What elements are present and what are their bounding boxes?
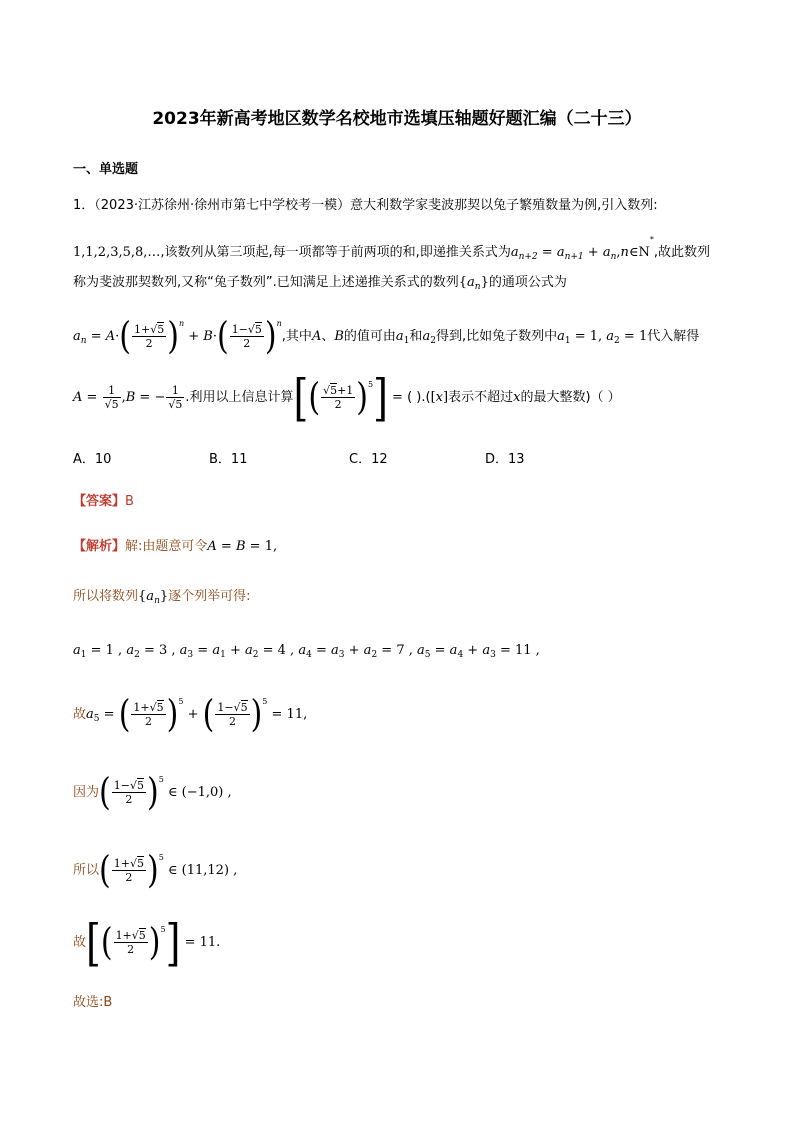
recurrence-text: ,该数列从第三项起,每一项都等于前两项的和,即递推关系式为 bbox=[160, 245, 511, 260]
option-c[interactable]: C．12 bbox=[349, 452, 388, 467]
line5-text2: ( ).( bbox=[407, 390, 431, 405]
analysis-tag: 【解析】 bbox=[73, 539, 126, 554]
line2-end: ,故此数列 bbox=[653, 245, 711, 260]
analysis-line2-text: 所以将数列 bbox=[73, 589, 139, 604]
analysis-suoyi-line: 所以( $\frac{1+√5}{2}$ )$^5$ ∈ (11,12) , bbox=[73, 848, 238, 892]
question-line-5: A = $\frac{1}{√5}$ ,B = − $\frac{1}{√5}$ .利用以上信息计算[( $\frac{√5+1}{2}$ )$^5$] = ( ).([x]表示不超过x的最大整数)（ ） bbox=[73, 368, 621, 427]
option-b[interactable]: B．11 bbox=[209, 452, 248, 467]
analysis-gu-line: 故$a_5$ = ( $\frac{1+√5}{2}$ )$^5$ + ( $\frac{1-√5}{2}$ )$^5$ = 11, bbox=[73, 692, 308, 736]
analysis-line-2: 所以将数列$\{a_n\}$逐个列举可得: bbox=[73, 589, 251, 606]
question-intro: 意大利数学家斐波那契以兔子繁殖数量为例,引入数列: bbox=[350, 198, 658, 213]
analysis-intro: 解:由题意可令 bbox=[125, 539, 208, 554]
question-line-3: 称为斐波那契数列,又称“兔子数列”.已知满足上述递推关系式的数列$\{a_n\}$的通项公式为 bbox=[73, 275, 567, 292]
suoyi-text: 所以 bbox=[73, 863, 100, 878]
question-number: 1． bbox=[73, 198, 95, 213]
sequence-values: $a_1 = 1$ , $a_2 = 3$ , $a_3 = a_1 + a_2 = 4$ , $a_4 = a_3 + a_2 = 7$ , $a_5 = a_4 + a_3 = 11$ , bbox=[73, 643, 540, 660]
analysis-line-1: 【解析】解:由题意可令A = B = 1, bbox=[73, 539, 278, 554]
recurrence-formula: $a_{n+2} = a_{n+1} + a_n$ bbox=[510, 245, 617, 262]
option-a[interactable]: A．10 bbox=[73, 452, 112, 467]
section-heading: 一、单选题 bbox=[73, 162, 139, 177]
line5-text: .利用以上信息计算 bbox=[185, 390, 294, 405]
analysis-line2-end: 逐个列举可得: bbox=[168, 589, 251, 604]
analysis-gu2-line: 故[( $\frac{1+√5}{2}$ )$^5$] = 11. bbox=[73, 913, 221, 972]
line4-text4: 得到,比如兔子数列中 bbox=[435, 329, 558, 344]
analysis-yinwei-line: 因为( $\frac{1-√5}{2}$ )$^5$ ∈ (−1,0) , bbox=[73, 770, 232, 814]
option-d[interactable]: D．13 bbox=[485, 452, 525, 467]
line5-text3: 表示不超过 bbox=[448, 390, 514, 405]
question-line-1 bbox=[73, 196, 658, 216]
final-choice: 故选:B bbox=[73, 995, 113, 1010]
line5-text4: 的最大整数)（ ） bbox=[520, 390, 621, 405]
question-line-2: 1,1,2,3,5,8,…,该数列从第三项起,每一项都等于前两项的和,即递推关系式为$a_{n+2} = a_{n+1}$ + $a_n,n\in N^*$,故此数列 bbox=[73, 235, 711, 262]
line4-text: ,其中 bbox=[281, 329, 312, 344]
sequence-terms: 1,1,2,3,5,8,… bbox=[73, 245, 161, 260]
answer-line bbox=[73, 492, 134, 512]
line4-text2: 的值可由 bbox=[343, 329, 396, 344]
question-source: （2023·江苏徐州·徐州市第七中学校考一模） bbox=[94, 198, 351, 213]
line4-text5: 代入解得 bbox=[647, 329, 700, 344]
line4-text3: 和 bbox=[409, 329, 423, 344]
yinwei-text: 因为 bbox=[73, 785, 100, 800]
answer-value: B bbox=[125, 494, 134, 509]
gu2-text: 故 bbox=[73, 935, 87, 950]
page-title: 2023年新高考地区数学名校地市选填压轴题好题汇编（二十三） bbox=[152, 109, 642, 129]
gu-text: 故 bbox=[73, 707, 87, 722]
line3-text: 称为斐波那契数列,又称“兔子数列”.已知满足上述递推关系式的数列 bbox=[73, 275, 459, 290]
line3-end: 的通项公式为 bbox=[488, 275, 567, 290]
answer-tag: 【答案】 bbox=[73, 494, 126, 509]
general-term-formula: $a_n = A\cdot$( $\frac{1+√5}{2}$ )$^n$ + B·( $\frac{1-√5}{2}$ )$^n$,其中A、B的值可由$a_1$和$a_2$得到,比如兔子数列中$a_1 = 1$, $a_2 = 1$代入解得 bbox=[73, 314, 700, 358]
